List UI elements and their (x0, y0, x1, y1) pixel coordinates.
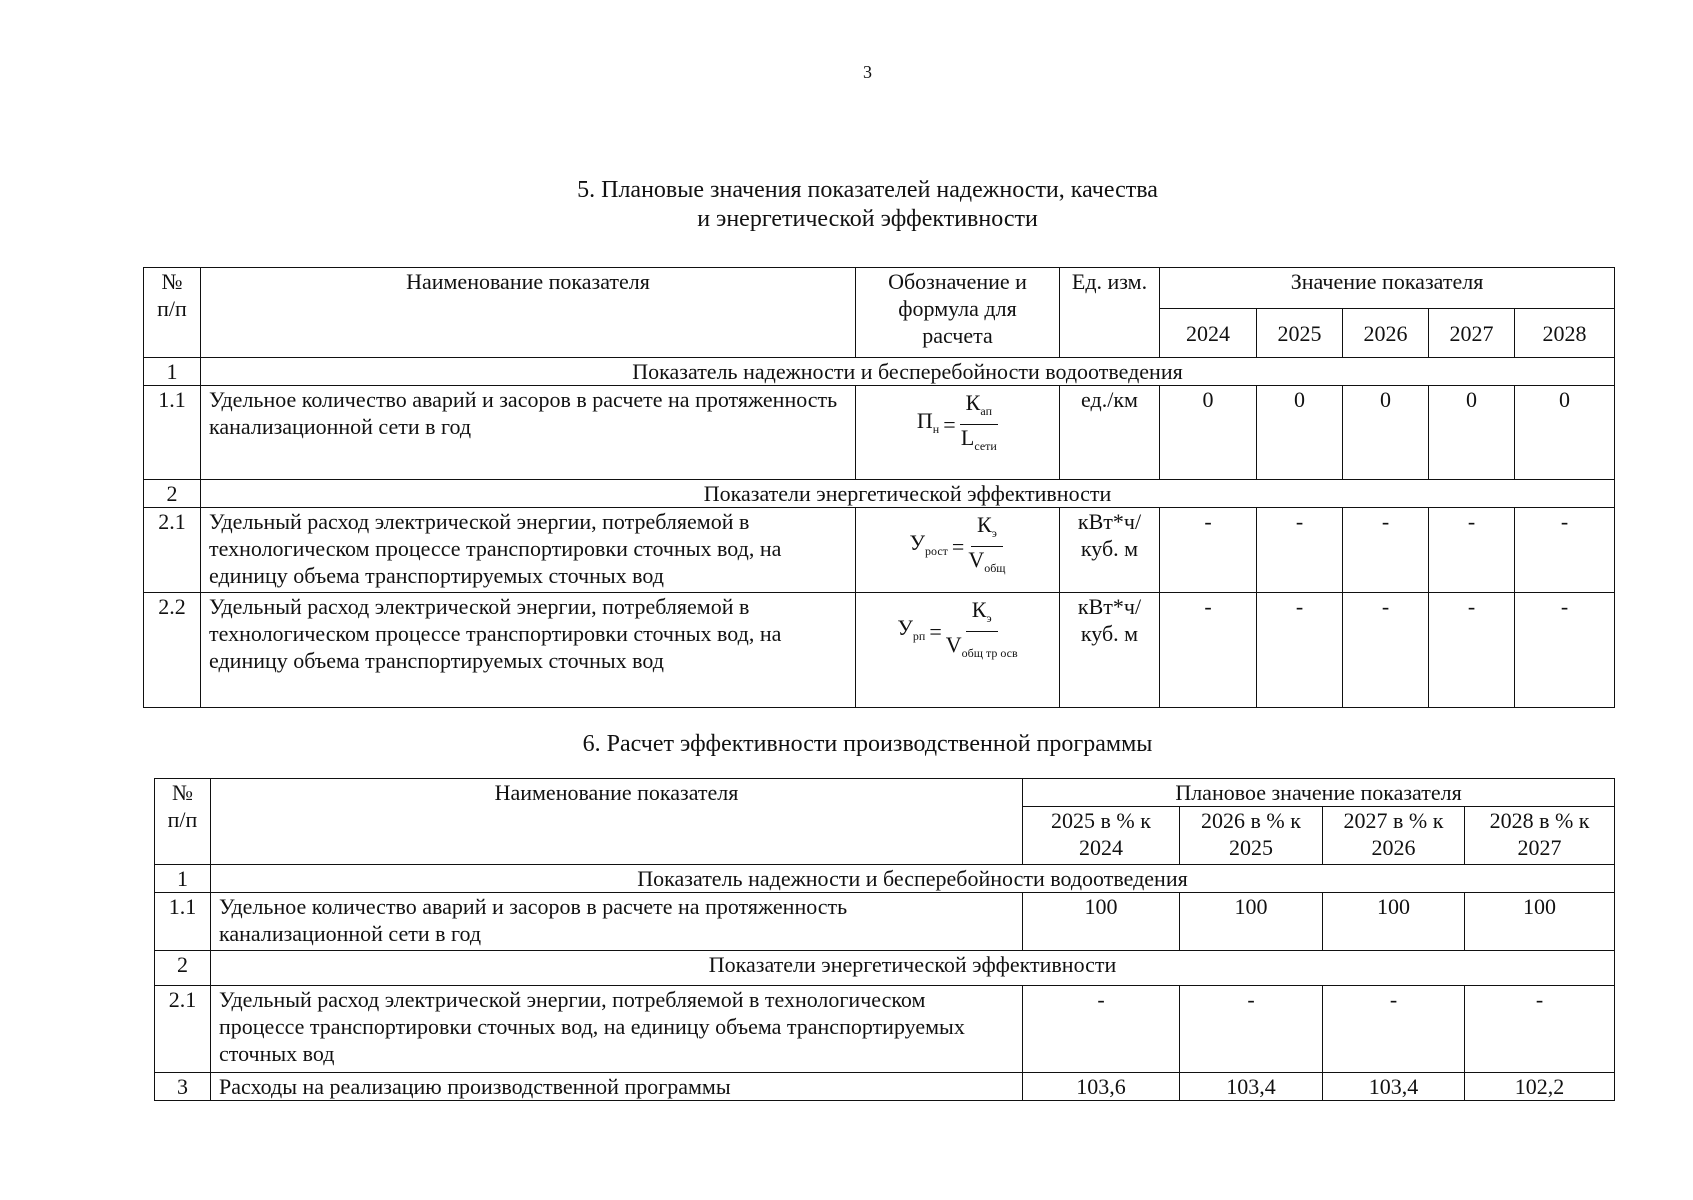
value-cell: - (1429, 508, 1515, 593)
formula-cell (856, 386, 1060, 480)
value-cell: 102,2 (1465, 1073, 1615, 1101)
row-num: 2.1 (144, 508, 201, 593)
formula-cell (856, 508, 1060, 593)
section-title: Показатель надежности и бесперебойности водоотведения (201, 358, 1615, 386)
formula: $У_{рост}$ = $\frac{К_э}{V_{общ}}$ (864, 508, 1051, 581)
header-year: 2026 (1343, 309, 1429, 358)
value-cell: 0 (1429, 386, 1515, 480)
value-cell: 0 (1343, 386, 1429, 480)
header-unit: Ед. изм. (1060, 268, 1160, 358)
indicator-name: Удельный расход электрической энергии, потребляемой в технологическом процессе транспортировки сточных вод, на единицу объема транспортируемых сточных вод (201, 593, 856, 708)
value-cell: - (1180, 986, 1323, 1073)
value-cell: - (1343, 593, 1429, 708)
value-cell: 0 (1515, 386, 1615, 480)
header-year: 2027 (1429, 309, 1515, 358)
unit: ед./км (1060, 386, 1160, 480)
formula: $П_н$ = $\frac{К_{ап}}{L_{сети}}$ (864, 386, 1051, 459)
value-cell: - (1023, 986, 1180, 1073)
row-num: 2.2 (144, 593, 201, 708)
header-name: Наименование показателя (211, 779, 1023, 865)
header-percent: 2027 в % к 2026 (1323, 807, 1465, 865)
header-percent: 2028 в % к 2027 (1465, 807, 1615, 865)
value-cell: - (1429, 593, 1515, 708)
indicator-name: Удельное количество аварий и засоров в расчете на протяженность канализационной сети в год (201, 386, 856, 480)
section-num: 2 (155, 951, 211, 986)
section-num: 1 (144, 358, 201, 386)
formula-lhs: $У_{рп}$ (897, 614, 926, 643)
section-num: 2 (144, 480, 201, 508)
value-cell: - (1257, 508, 1343, 593)
indicator-name: Удельный расход электрической энергии, потребляемой в технологическом процессе транспортировки сточных вод, на единицу объема транспортируемых сточных вод (211, 986, 1023, 1073)
value-cell: - (1257, 593, 1343, 708)
value-cell: 100 (1180, 893, 1323, 951)
value-cell: - (1515, 593, 1615, 708)
indicator-name: Расходы на реализацию производственной программы (211, 1073, 1023, 1101)
header-plan: Плановое значение показателя (1023, 779, 1615, 807)
value-cell: - (1515, 508, 1615, 593)
section5-title-line1: 5. Плановые значения показателей надежности, качества (577, 177, 1158, 203)
unit: кВт*ч/ куб. м (1060, 508, 1160, 593)
header-year: 2025 (1257, 309, 1343, 358)
indicator-name: Удельное количество аварий и засоров в расчете на протяженность канализационной сети в год (211, 893, 1023, 951)
row-num: 1.1 (144, 386, 201, 480)
formula-lhs: $П_н$ (916, 407, 940, 436)
value-cell: 103,4 (1180, 1073, 1323, 1101)
value-cell: 100 (1465, 893, 1615, 951)
header-year: 2024 (1160, 309, 1257, 358)
formula-fraction: $\frac{К_э}{V_{общ тр осв}}$ (945, 597, 1018, 660)
formula-cell (856, 593, 1060, 708)
row-num: 2.1 (155, 986, 211, 1073)
value-cell: - (1160, 508, 1257, 593)
formula-lhs: $У_{рост}$ (909, 529, 948, 558)
value-cell: - (1323, 986, 1465, 1073)
header-num: № п/п (155, 779, 211, 865)
value-cell: - (1343, 508, 1429, 593)
header-formula: Обозначение и формула для расчета (856, 268, 1060, 358)
section6-title: 6. Расчет эффективности производственной программы (582, 731, 1153, 757)
program-efficiency-table (154, 778, 1615, 1101)
formula-fraction: $\frac{К_{ап}}{L_{сети}}$ (960, 390, 997, 453)
value-cell: 0 (1257, 386, 1343, 480)
value-cell: - (1160, 593, 1257, 708)
value-cell: 100 (1023, 893, 1180, 951)
section-title: Показатели энергетической эффективности (211, 951, 1615, 986)
page-number: 3 (863, 62, 872, 82)
row-num: 3 (155, 1073, 211, 1101)
header-percent: 2026 в % к 2025 (1180, 807, 1323, 865)
value-cell: 0 (1160, 386, 1257, 480)
value-cell: - (1465, 986, 1615, 1073)
value-cell: 103,6 (1023, 1073, 1180, 1101)
value-cell: 100 (1323, 893, 1465, 951)
header-num: № п/п (144, 268, 201, 358)
header-value: Значение показателя (1160, 268, 1615, 309)
header-name: Наименование показателя (201, 268, 856, 358)
formula: $У_{рп}$ = $\frac{К_э}{V_{общ тр осв}}$ (864, 593, 1051, 666)
reliability-indicators-table (143, 267, 1615, 708)
header-year: 2028 (1515, 309, 1615, 358)
formula-fraction: $\frac{К_э}{V_{общ}}$ (968, 512, 1006, 575)
row-num: 1.1 (155, 893, 211, 951)
section-num: 1 (155, 865, 211, 893)
section5-title (0, 176, 1693, 234)
section5-title-line2: и энергетической эффективности (697, 206, 1038, 232)
header-percent: 2025 в % к 2024 (1023, 807, 1180, 865)
indicator-name: Удельный расход электрической энергии, потребляемой в технологическом процессе транспортировки сточных вод, на единицу объема транспортируемых сточных вод (201, 508, 856, 593)
unit: кВт*ч/ куб. м (1060, 593, 1160, 708)
section-title: Показатель надежности и бесперебойности водоотведения (211, 865, 1615, 893)
value-cell: 103,4 (1323, 1073, 1465, 1101)
section-title: Показатели энергетической эффективности (201, 480, 1615, 508)
